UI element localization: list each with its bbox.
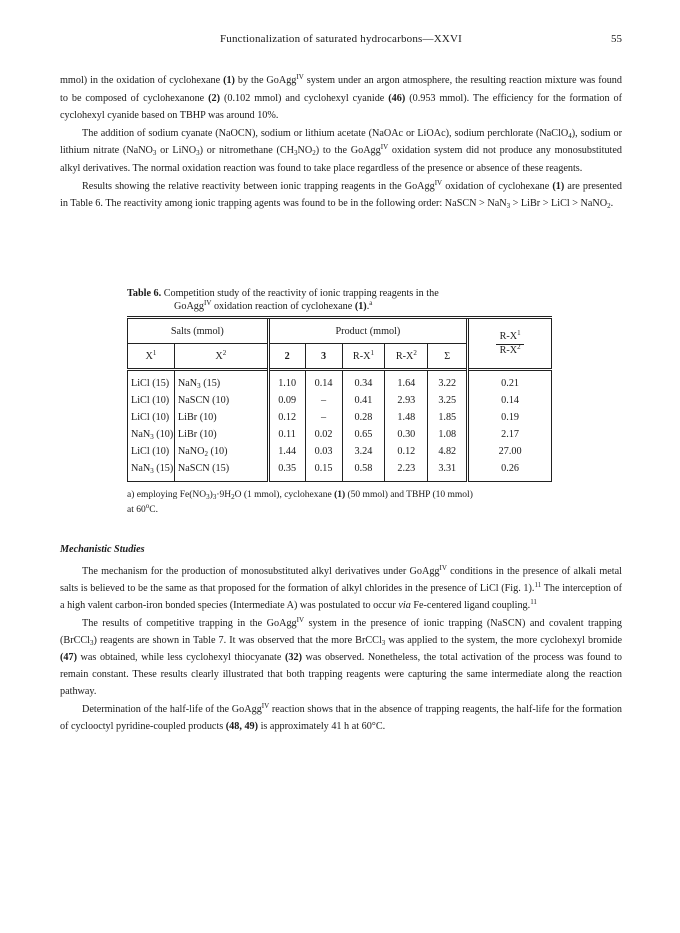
cell-rx1: 0.65 — [342, 426, 385, 443]
cell-x2: NaSCN (10) — [174, 392, 268, 409]
paragraph-5: The results of competitive trapping in the GoAgg$^{IV}$ system in the presence of ionic trapping (NaSCN) and covalent trapping (BrCCl$_3$) reagents are shown in Table 7. It was observed that the more BrCCl$_3$ was applied to the system, the more cyclohexyl bromide (47) was obtained, while less cyclohexyl thiocyanate (32) was observed. Nonetheless, the total activation of the process was found to remain constant. These results clearly illustrated that both trapping reagents were capturing the same intermediate along the reaction pathway. — [60, 615, 622, 698]
cell-p2: 0.12 — [268, 409, 305, 426]
cell-rx1: 3.24 — [342, 443, 385, 460]
cell-rx2: 2.93 — [385, 392, 428, 409]
cell-p2: 0.11 — [268, 426, 305, 443]
paragraph-6: Determination of the half-life of the GoAgg$^{IV}$ reaction shows that in the absence of trapping reagents, the half-life for the formation of cyclooctyl pyridine-coupled products (48, 49) is approximately 41 h at 60°C. — [60, 701, 623, 732]
paragraph-4: The mechanism for the production of monosubstituted alkyl derivatives under GoAgg$^{IV}$ conditions in the presence of alkali metal salts is believed to be the same as that proposed for the formation of alkyl chlorides in the presence of LiCl (Fig. 1).$^{11}$ The interception of a high valent carbon-iron bonded species (Intermediate A) was postulated to occur via Fe-centered ligand coupling.$^{11}$ — [60, 564, 623, 612]
cell-x2: LiBr (10) — [174, 409, 268, 426]
table-row — [128, 443, 552, 460]
cell-p2: 1.44 — [268, 443, 305, 460]
cell-rx1: 0.34 — [342, 370, 385, 393]
cell-p2: 1.10 — [268, 370, 305, 393]
cell-rx1: 0.41 — [342, 392, 385, 409]
col-2-header: 2 — [268, 344, 305, 370]
table-row — [128, 426, 552, 443]
col-rx1-header: $R-X^1$ — [342, 344, 385, 370]
cell-p3: – — [305, 392, 342, 409]
table-body — [128, 370, 552, 482]
product-group-header: Product (mmol) — [268, 318, 468, 344]
cell-ratio: 0.19 — [468, 409, 552, 426]
table-row — [128, 392, 552, 409]
cell-p2: 0.35 — [268, 460, 305, 482]
cell-ratio: 0.21 — [468, 370, 552, 393]
body-text-top — [60, 72, 622, 213]
table-caption: Table 6. Competition study of the reactivity of ionic trapping reagents in the GoAgg$^{IV}$ oxidation reaction of cyclohexane (1).$^a$ — [127, 288, 439, 312]
cell-x2: LiBr (10) — [174, 426, 268, 443]
table-6 — [127, 287, 552, 518]
cell-p3: 0.14 — [305, 370, 342, 393]
col-rx2-header: $R-X^2$ — [385, 344, 428, 370]
cell-ratio: 2.17 — [468, 426, 552, 443]
cell-ratio: 0.26 — [468, 460, 552, 482]
cell-sum: 1.85 — [428, 409, 468, 426]
table-row — [128, 460, 552, 482]
cell-p3: 0.15 — [305, 460, 342, 482]
cell-x1: NaN$_3$ (10) — [128, 426, 175, 443]
page-number: 55 — [611, 33, 622, 45]
cell-x2: NaSCN (15) — [174, 460, 268, 482]
cell-p2: 0.09 — [268, 392, 305, 409]
ratio-header: $R-X^1$ $R-X^2$ — [468, 318, 552, 370]
cell-p3: 0.03 — [305, 443, 342, 460]
paragraph-2: The addition of sodium cyanate (NaOCN), sodium or lithium acetate (NaOAc or LiOAc), sodium perchlorate (NaClO$_4$), sodium or lithium nitrate (NaNO$_3$ or LiNO$_3$) or nitromethane $(CH_3NO_2)$ to the GoAgg$^{IV}$ oxidation system did not produce any monosubstituted alkyl derivatives. The normal oxidation reaction was found to take place regardless of the presence or absence of these reagents. — [60, 127, 622, 174]
cell-sum: 4.82 — [428, 443, 468, 460]
paragraph-3: Results showing the relative reactivity between ionic trapping reagents in the GoAgg$^{IV}$ oxidation of cyclohexane (1) are presented in Table 6. The reactivity among ionic trapping agents was found to be in the following order: NaSCN > NaN$_3$ > LiBr > LiCl > NaNO$_2$. — [60, 178, 622, 211]
cell-x2: NaN$_3$ (15) — [174, 370, 268, 393]
cell-rx2: 1.48 — [385, 409, 428, 426]
col-x2-header: $X^2$ — [174, 344, 268, 370]
running-title: Functionalization of saturated hydrocarbons—XXVI — [219, 33, 463, 45]
cell-rx2: 0.30 — [385, 426, 428, 443]
cell-x1: NaN$_3$ (15) — [128, 460, 175, 482]
table-row — [128, 370, 552, 393]
cell-p3: – — [305, 409, 342, 426]
body-text-bottom — [60, 563, 622, 735]
cell-sum: 1.08 — [428, 426, 468, 443]
col-sum-header: Σ — [428, 344, 468, 370]
cell-rx2: 2.23 — [385, 460, 428, 482]
cell-x1: LiCl (15) — [128, 370, 175, 393]
salts-group-header: Salts (mmol) — [128, 318, 269, 344]
cell-sum: 3.31 — [428, 460, 468, 482]
col-x1-header: $X^1$ — [128, 344, 175, 370]
cell-rx1: 0.58 — [342, 460, 385, 482]
cell-x1: LiCl (10) — [128, 409, 175, 426]
cell-ratio: 0.14 — [468, 392, 552, 409]
cell-sum: 3.22 — [428, 370, 468, 393]
paragraph-1: mmol) in the oxidation of cyclohexane (1) by the GoAgg$^{IV}$ system under an argon atmosphere, the resulting reaction mixture was found to be composed of cyclohexanone (2) (0.102 mmol) and cyclohexyl cyanide (46) (0.953 mmol). The efficiency for the formation of cyclohexyl cyanide based on TBHP was around 10%. — [60, 73, 623, 122]
cell-rx2: 1.64 — [385, 370, 428, 393]
cell-rx1: 0.28 — [342, 409, 385, 426]
cell-p3: 0.02 — [305, 426, 342, 443]
cell-x2: NaNO$_2$ (10) — [174, 443, 268, 460]
cell-x1: LiCl (10) — [128, 392, 175, 409]
cell-rx2: 0.12 — [385, 443, 428, 460]
data-table — [127, 316, 552, 482]
table-row — [128, 409, 552, 426]
col-3-header: 3 — [305, 344, 342, 370]
table-footnote: a) employing $Fe(NO_3)_3\cdot 9H_2O$ (1 mmol), cyclohexane (1) (50 mmol) and TBHP (10 mmol) at 60$^o$C. — [127, 490, 473, 515]
table-header-row-1 — [128, 318, 552, 344]
page-header — [60, 33, 622, 49]
section-heading: Mechanistic Studies — [60, 544, 145, 555]
cell-sum: 3.25 — [428, 392, 468, 409]
cell-x1: LiCl (10) — [128, 443, 175, 460]
cell-ratio: 27.00 — [468, 443, 552, 460]
